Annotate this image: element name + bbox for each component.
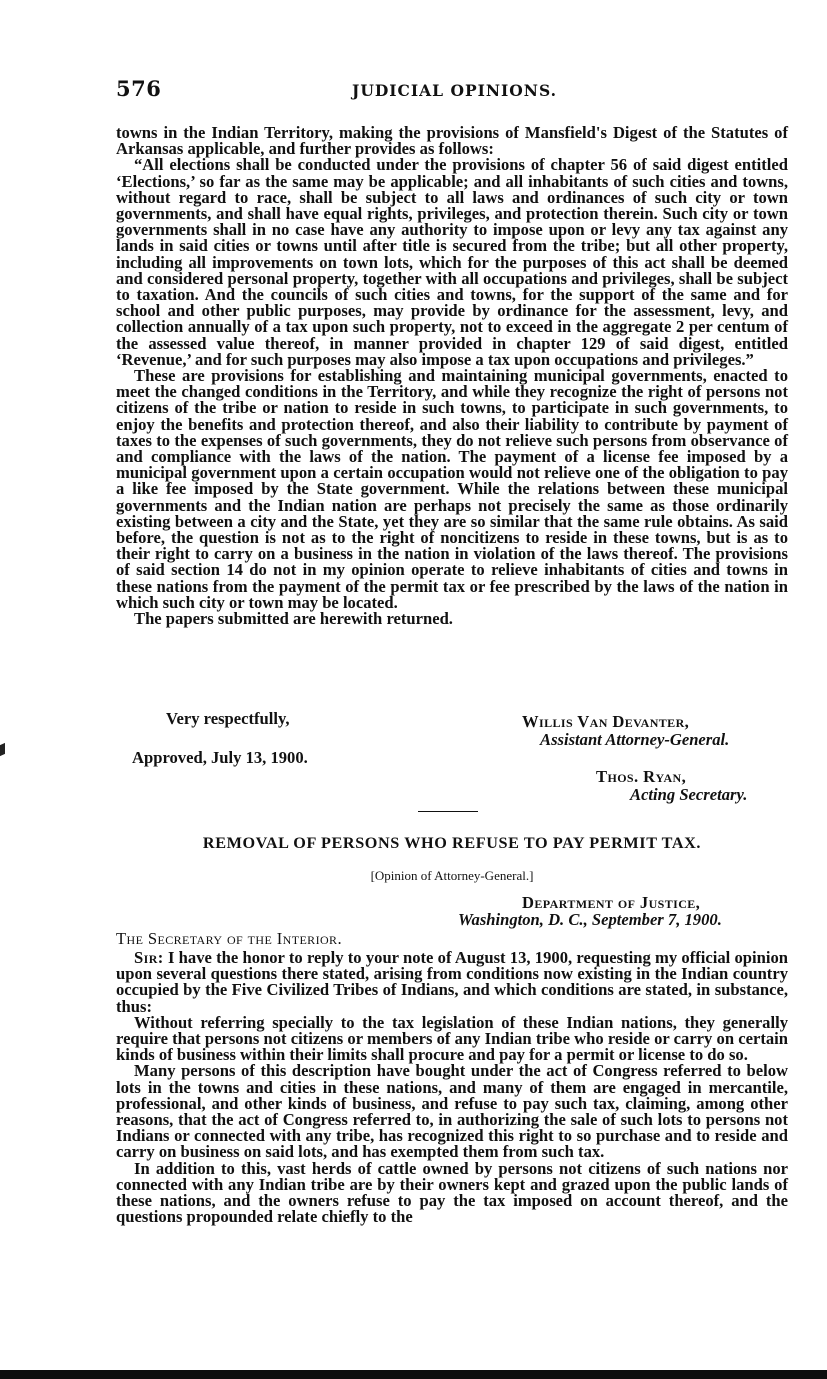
margin-mark <box>0 743 5 756</box>
approver-name: Thos. Ryan, <box>596 767 687 786</box>
page-number: 576 <box>116 76 162 101</box>
paragraph: The papers submitted are herewith returned. <box>134 609 453 629</box>
opinion-note: [Opinion of Attorney-General.] <box>370 868 534 883</box>
paragraph: Many persons of this description have bought under the act of Congress referred to below lots in the towns and cities in these nations, and many of them are engaged in mercantile, professional, and other kinds of business, and refuse to pay such tax, claiming, among other reasons, that the act of Congress referred to, in authorizing the sale of such lots to persons not Indians or connected with any tribe, has recognized this right to so purchase and to reside and carry on business on said lots, and has exempted them from such tax. <box>116 1061 788 1162</box>
department-name: Department of Justice, <box>522 893 701 912</box>
signer-name: Willis Van Devanter, <box>522 712 690 731</box>
running-head <box>116 76 786 104</box>
signer-title: Assistant Attorney-General. <box>540 730 730 749</box>
paragraph: These are provisions for establishing and maintaining municipal governments, enacted to meet the changed conditions in the Territory, and while they recognize the right of persons not citizens of the tribe or nation to reside in such towns, to participate in such governments, to enjoy the benefits and protection thereof, and also their liability to contribute by payment of taxes to the expenses of such governments, they do not relieve such persons from observance of and compliance with the laws of the nation. The payment of a license fee imposed by a municipal government upon a certain occupation would not relieve one of the obligation to pay a like fee imposed by the State government. While the relations between these municipal governments and the Indian nation are perhaps not precisely the same as those ordinarily existing between a city and the State, yet they are so similar that the same rule obtains. As said before, the question is not as to the right of noncitizens to reside in these towns, but is as to their right to carry on a business in the nation in violation of the laws thereof. The provisions of said section 14 do not in my opinion operate to relieve inhabitants of cities and towns in these nations from the payment of the permit tax or fee prescribed by the laws of the nation in which such city or town may be located. <box>116 366 788 612</box>
page-bottom-edge <box>0 1370 827 1379</box>
addressee: The Secretary of the Interior. <box>116 929 343 948</box>
paragraph: towns in the Indian Territory, making the provisions of Mansfield's Digest of the Statutes of Arkansas applicable, and further provides as follows: <box>116 123 788 159</box>
closing: Very respectfully, <box>166 709 290 728</box>
paragraph: In addition to this, vast herds of cattle owned by persons not citizens of such nations nor connected with any Indian tribe are by their owners kept and grazed upon the public lands of these nations, and the owners refuse to pay the tax imposed on account thereof, and the questions propounded relate chiefly to the <box>116 1158 788 1227</box>
salutation: Sir: <box>134 948 164 967</box>
opinion-body <box>116 125 788 627</box>
paragraph: Without referring specially to the tax legislation of these Indian nations, they generally require that persons not citizens or members of any Indian tribe who reside or carry on certain kinds of business within their limits shall procure and pay for a permit or license to do so. <box>116 1012 788 1065</box>
approval-line: Approved, July 13, 1900. <box>132 748 308 767</box>
approver-title: Acting Secretary. <box>630 785 748 804</box>
opinion2-body <box>116 950 788 1225</box>
place-date: Washington, D. C., September 7, 1900. <box>458 910 722 929</box>
quoted-statute: “All elections shall be conducted under the provisions of chapter 56 of said digest entitled ‘Elections,’ so far as the same may be applicable; and all inhabitants of such cities and towns, without regard to race, shall be subject to all laws and ordinances of such city or town governments, and shall have equal rights, privileges, and protection therein. Such city or town governments shall in no case have any authority to impose upon or levy any tax against any lands in said cities or towns until after title is secured from the tribe; but all other property, including all improvements on town lots, which for the purposes of this act shall be deemed and considered personal property, together with all occupations and privileges, shall be subject to taxation. And the councils of such cities and towns, for the support of the same and for school and other public purposes, may provide by ordinance for the assessment, levy, and collection annually of a tax upon such property, not to exceed in the aggregate 2 per centum of the assessed value thereof, in manner provided in chapter 129 of said digest, entitled ‘Revenue,’ and for such purposes may also impose a tax upon occupations and privileges.” <box>116 155 788 369</box>
opinion-heading: REMOVAL OF PERSONS WHO REFUSE TO PAY PERMIT TAX. <box>202 834 702 852</box>
section-divider <box>418 811 478 812</box>
paragraph: I have the honor to reply to your note of August 13, 1900, requesting my official opinion upon several questions there stated, arising from conditions now existing in the Indian country occupied by the Five Civilized Tribes of Indians, and which conditions are stated, in substance, thus: <box>116 948 789 1016</box>
section-title: JUDICIAL OPINIONS. <box>352 81 557 100</box>
